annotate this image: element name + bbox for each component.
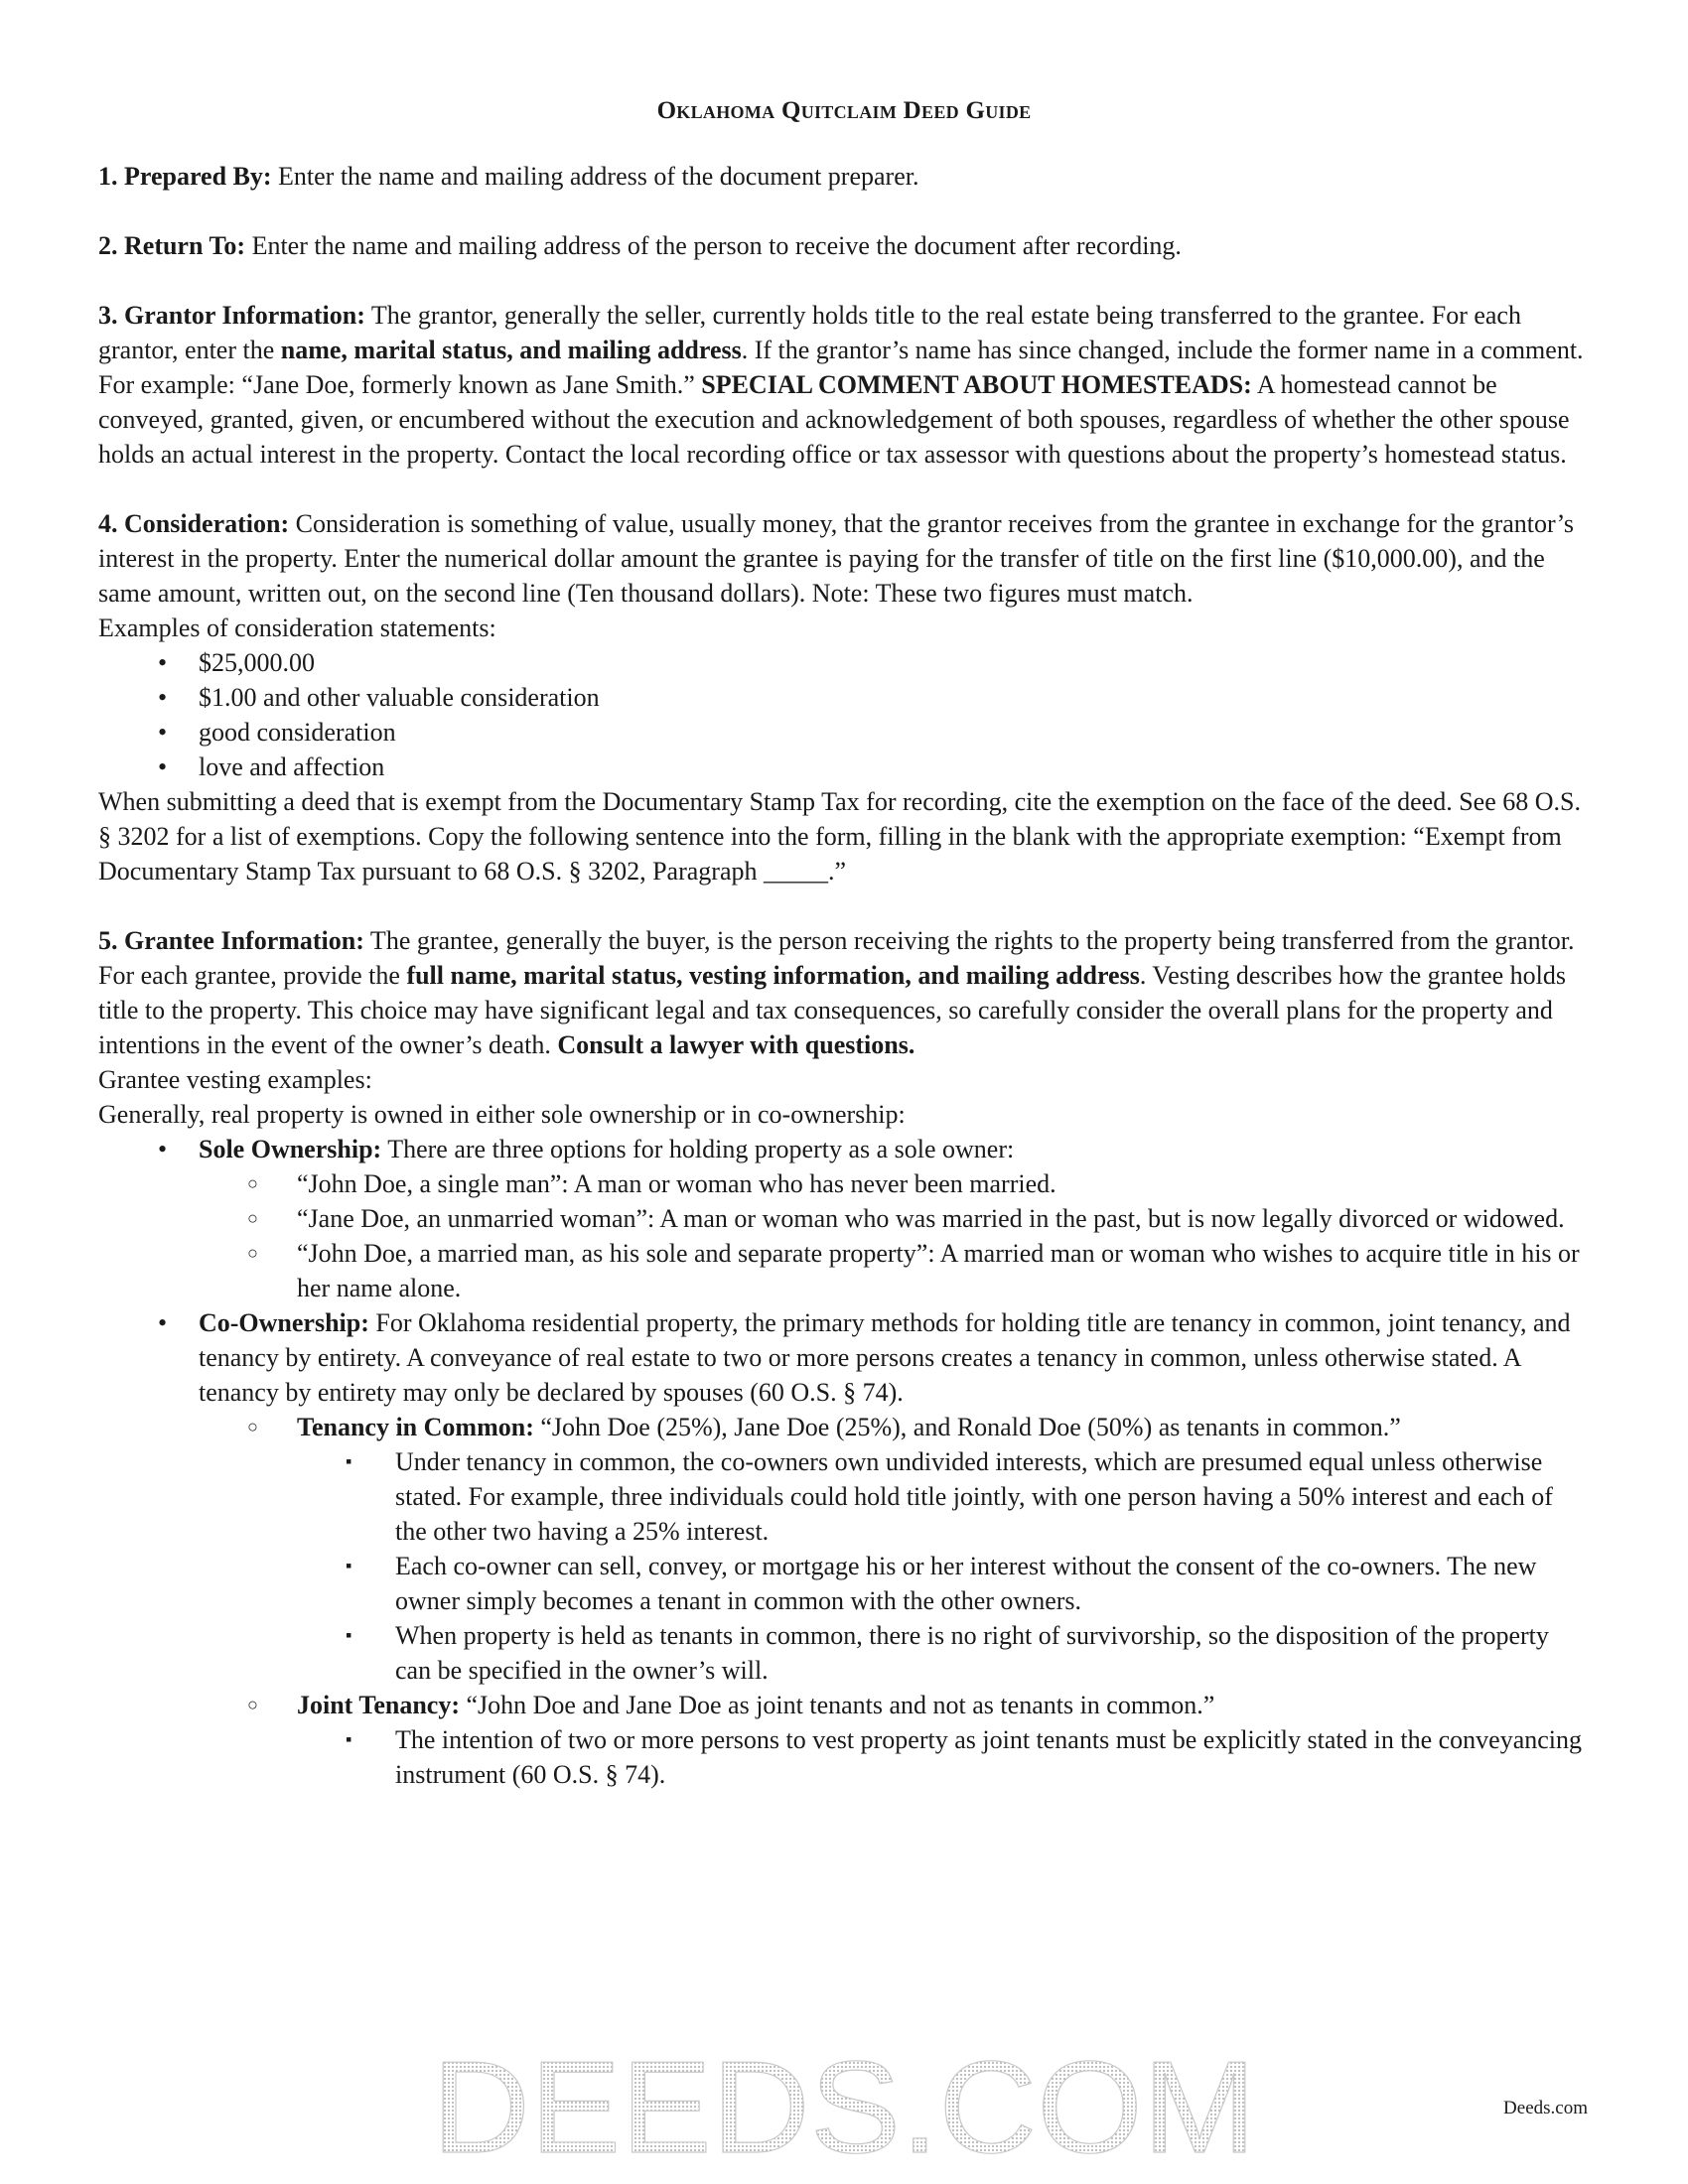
section-text: . If the grantor’s name has since changed, include the former name in a comment. For example: “Jane Doe, formerly known as Jane Smith.” <box>98 336 1584 399</box>
examples-label: Examples of consideration statements: <box>98 614 496 642</box>
section-prepared-by <box>98 159 1590 194</box>
item-heading: Sole Ownership: <box>199 1135 382 1163</box>
item-text: “John Doe (25%), Jane Doe (25%), and Ronald Doe (50%) as tenants in common.” <box>533 1413 1401 1441</box>
section-grantee-information <box>98 923 1590 1792</box>
sole-ownership-list <box>199 1166 1590 1305</box>
list-item: ▪ Under tenancy in common, the co-owners own undivided interests, which are presumed equal unless otherwise stated. For example, three individuals could hold title jointly, with one person having a 50% interest and each of the other two having a 25% interest. <box>297 1444 1590 1549</box>
co-ownership-list <box>199 1410 1590 1792</box>
footer-brand: Deeds.com <box>1503 2098 1588 2118</box>
exemption-text: When submitting a deed that is exempt from the Documentary Stamp Tax for recording, cite the exemption on the face of the deed. See 68 O.S. § 3202 for a list of exemptions. Copy the following sentence into the form, filling in the blank with the appropriate exemption: “Exempt from Documentary Stamp Tax pursuant to 68 O.S. § 3202, Paragraph _____.” <box>98 787 1581 886</box>
section-consideration <box>98 506 1590 888</box>
list-item-tenancy-in-common <box>199 1410 1590 1688</box>
tenancy-in-common-list <box>297 1444 1590 1688</box>
item-heading: Joint Tenancy: <box>297 1691 460 1719</box>
section-heading: 2. Return To: <box>98 231 246 260</box>
deeds-watermark-logo <box>427 2045 1261 2159</box>
list-item: ▪ When property is held as tenants in common, there is no right of survivorship, so the disposition of the property can be specified in the owner’s will. <box>297 1618 1590 1688</box>
section-text: A homestead cannot be conveyed, granted, given, or encumbered without the execution and acknowledgement of both spouses, regardless of whether the other spouse holds an actual interest in the property. Contact the local recording office or tax assessor with questions about the property’s homestead status. <box>98 370 1570 469</box>
list-item: ▪ Each co-owner can sell, convey, or mortgage his or her interest without the consent of the co-owners. The new owner simply becomes a tenant in common with the other owners. <box>297 1549 1590 1618</box>
bold-phrase: Consult a lawyer with questions. <box>557 1030 915 1059</box>
bold-phrase: full name, marital status, vesting information, and mailing address <box>406 961 1140 990</box>
section-text: Consideration is something of value, usually money, that the grantor receives from the grantee in exchange for the grantor’s interest in the property. Enter the numerical dollar amount the grantee is paying for the transfer of title on the first line ($10,000.00), and the same amount, written out, on the second line (Ten thousand dollars). Note: These two figures must match. <box>98 509 1574 608</box>
section-heading: 3. Grantor Information: <box>98 301 365 330</box>
list-item: • $25,000.00 <box>98 645 1590 680</box>
list-item: • love and affection <box>98 750 1590 784</box>
section-text: . Vesting describes how the grantee holds title to the property. This choice may have significant legal and tax consequences, so carefully consider the overall plans for the property and intentions in the event of the owner’s death. <box>98 961 1566 1059</box>
list-item-sole-ownership <box>98 1132 1590 1305</box>
list-item: ○ “John Doe, a single man”: A man or woman who has never been married. <box>199 1166 1590 1201</box>
item-text: There are three options for holding property as a sole owner: <box>381 1135 1015 1163</box>
ownership-list <box>98 1132 1590 1792</box>
list-item: ○ “Jane Doe, an unmarried woman”: A man or woman who was married in the past, but is now legally divorced or widowed. <box>199 1201 1590 1236</box>
bold-phrase: SPECIAL COMMENT ABOUT HOMESTEADS: <box>701 370 1252 399</box>
consideration-examples-list <box>98 645 1590 784</box>
bold-phrase: name, marital status, and mailing address <box>280 336 742 364</box>
section-text: The grantee, generally the buyer, is the person receiving the rights to the property being transferred from the grantor. For each grantee, provide the <box>98 926 1575 990</box>
section-grantor-information <box>98 298 1590 472</box>
vesting-label: Grantee vesting examples: <box>98 1065 372 1094</box>
joint-tenancy-list <box>297 1722 1590 1792</box>
section-text: Enter the name and mailing address of the person to receive the document after recording. <box>245 231 1182 260</box>
document-page <box>98 97 1590 1792</box>
section-return-to <box>98 228 1590 263</box>
list-item: • $1.00 and other valuable consideration <box>98 680 1590 715</box>
item-heading: Tenancy in Common: <box>297 1413 534 1441</box>
page-title: Oklahoma Quitclaim Deed Guide <box>656 97 1032 124</box>
item-text: “John Doe and Jane Doe as joint tenants and not as tenants in common.” <box>460 1691 1215 1719</box>
item-heading: Co-Ownership: <box>199 1308 369 1337</box>
list-item: • good consideration <box>98 715 1590 750</box>
section-text: The grantor, generally the seller, currently holds title to the real estate being transferred to the grantee. For each grantor, enter the <box>98 301 1521 364</box>
section-heading: 4. Consideration: <box>98 509 290 538</box>
list-item: ▪ The intention of two or more persons to vest property as joint tenants must be explicitly stated in the conveyancing instrument (60 O.S. § 74). <box>297 1722 1590 1792</box>
section-heading: 1. Prepared By: <box>98 162 272 191</box>
ownership-intro: Generally, real property is owned in either sole ownership or in co-ownership: <box>98 1100 906 1129</box>
list-item-joint-tenancy <box>199 1688 1590 1792</box>
item-text: For Oklahoma residential property, the primary methods for holding title are tenancy in common, joint tenancy, and tenancy by entirety. A conveyance of real estate to two or more persons creates a tenancy in common, unless otherwise stated. A tenancy by entirety may only be declared by spouses (60 O.S. § 74). <box>199 1308 1571 1407</box>
list-item: ○ “John Doe, a married man, as his sole and separate property”: A married man or woman who wishes to acquire title in his or her name alone. <box>199 1236 1590 1305</box>
section-heading: 5. Grantee Information: <box>98 926 364 955</box>
section-text: Enter the name and mailing address of the document preparer. <box>271 162 919 191</box>
watermark-text: DEEDS.COM <box>432 2045 1256 2159</box>
list-item-co-ownership <box>98 1305 1590 1792</box>
